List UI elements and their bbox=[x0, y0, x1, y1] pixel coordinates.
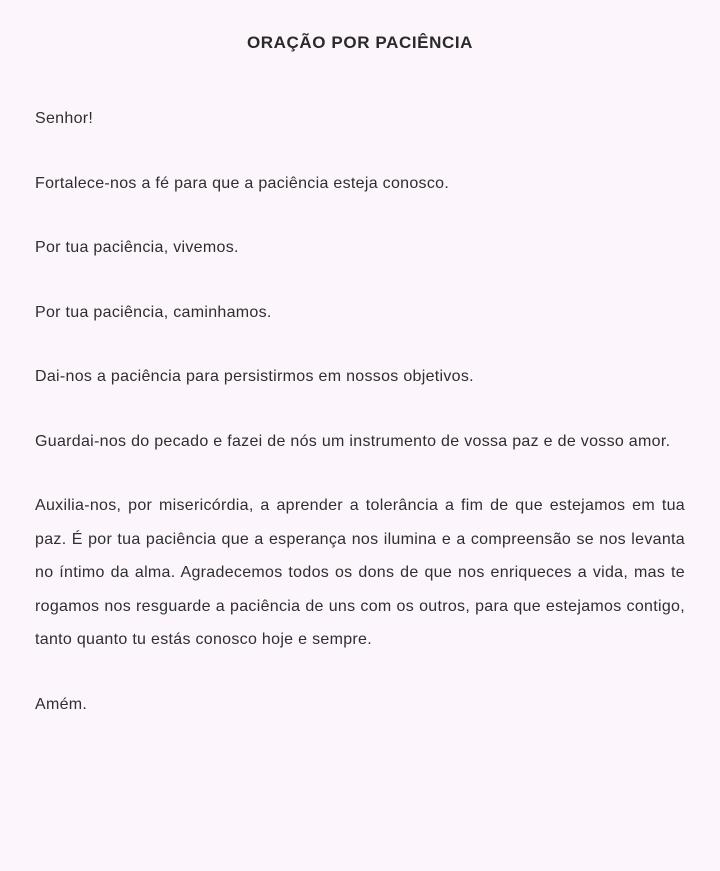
paragraph-faith: Fortalece-nos a fé para que a paciência esteja conosco. bbox=[35, 174, 450, 192]
paragraph-we-live: Por tua paciência, vivemos. bbox=[35, 239, 239, 256]
prayer-body bbox=[35, 102, 685, 721]
paragraph-we-walk: Por tua paciência, caminhamos. bbox=[35, 303, 272, 321]
paragraph-greeting: Senhor! bbox=[35, 110, 94, 127]
paragraph-guard: Guardai-nos do pecado e fazei de nós um instrumento de vossa paz e de vosso amor. bbox=[35, 432, 671, 450]
paragraph-amen: Amém. bbox=[35, 695, 88, 713]
paragraph-help: Auxilia-nos, por misericórdia, a aprender a tolerância a fim de que estejamos em tua paz. É por tua paciência que a esperança nos ilumina e a compreensão se nos levanta no íntimo da alma. Agradecemos todos os dons de que nos enriqueces a vida, mas te rogamos nos resguarde a paciência de uns com os outros, para que estejamos contigo, tanto quanto tu estás conosco hoje e sempre. bbox=[35, 497, 685, 648]
paragraph-persist: Dai-nos a paciência para persistirmos em nossos objetivos. bbox=[35, 368, 474, 385]
page-title: ORAÇÃO POR PACIÊNCIA bbox=[246, 33, 474, 52]
